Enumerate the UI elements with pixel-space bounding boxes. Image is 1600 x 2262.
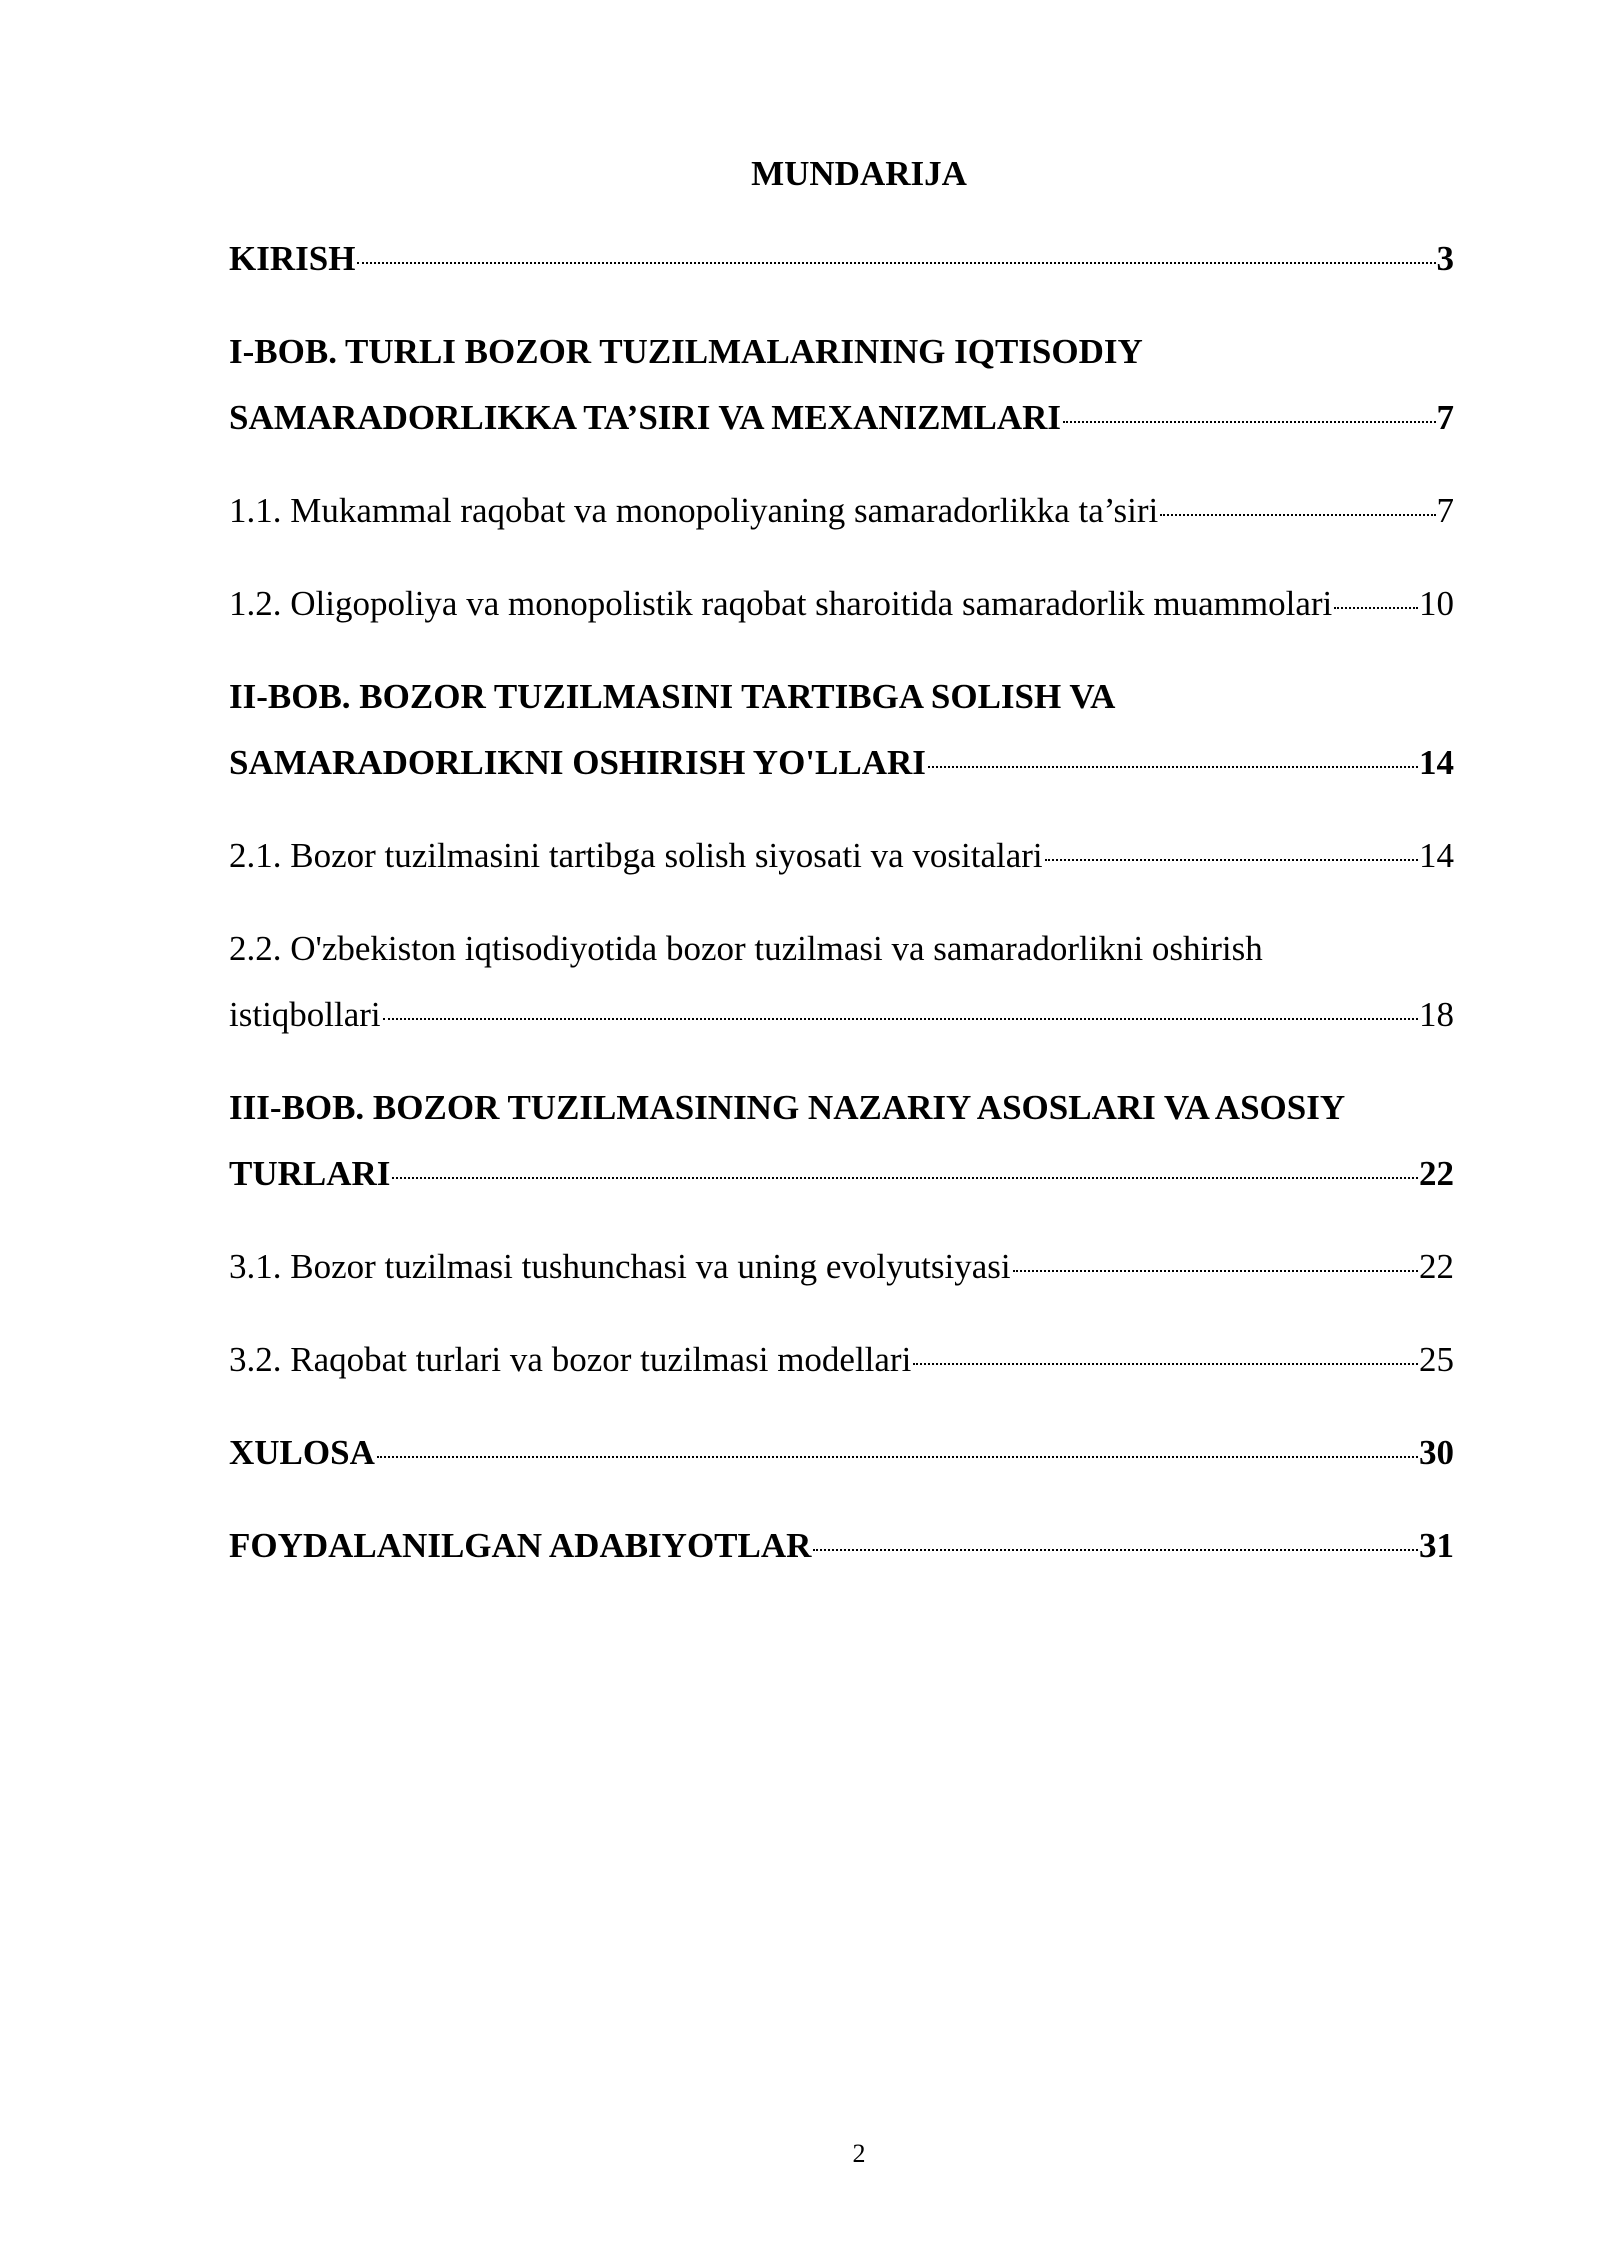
table-of-contents	[229, 226, 1454, 1606]
toc-entry-title: XULOSA	[229, 1433, 375, 1472]
toc-entry-line	[229, 1234, 1454, 1300]
toc-entry-line	[229, 982, 1454, 1048]
toc-entry[interactable]	[229, 823, 1454, 889]
toc-entry-title-line: III-BOB. BOZOR TUZILMASINING NAZARIY ASOSLARI VA ASOSIY	[229, 1088, 1346, 1127]
toc-entry-title-line: I-BOB. TURLI BOZOR TUZILMALARINING IQTISODIY	[229, 332, 1143, 371]
toc-entry-title: 2.1. Bozor tuzilmasini tartibga solish siyosati va vositalari	[229, 836, 1043, 875]
toc-entry-line	[229, 571, 1454, 637]
toc-entry-title: 3.2. Raqobat turlari va bozor tuzilmasi modellari	[229, 1340, 912, 1379]
toc-entry-title: istiqbollari	[229, 995, 381, 1034]
toc-entry-page-number: 14	[1419, 743, 1454, 782]
toc-entry-page-number: 31	[1419, 1526, 1454, 1565]
toc-entry-page-number: 30	[1419, 1433, 1454, 1472]
toc-entry-line	[229, 1420, 1454, 1486]
toc-entry-title: SAMARADORLIKKA TA’SIRI VA MEXANIZMLARI	[229, 398, 1062, 437]
toc-entry-page-number: 22	[1419, 1247, 1454, 1286]
toc-entry-page-number: 10	[1419, 584, 1454, 623]
dot-leader	[392, 1177, 1418, 1179]
toc-entry-title: TURLARI	[229, 1154, 391, 1193]
toc-entry-title: SAMARADORLIKNI OSHIRISH YO'LLARI	[229, 743, 926, 782]
dot-leader	[1160, 514, 1435, 516]
toc-entry[interactable]	[229, 571, 1454, 637]
toc-entry[interactable]	[229, 1420, 1454, 1486]
toc-entry-page-number: 7	[1436, 491, 1454, 530]
toc-entry-line	[229, 478, 1454, 544]
toc-entry-line	[229, 1327, 1454, 1393]
toc-entry[interactable]	[229, 1513, 1454, 1579]
toc-entry-title-line: 2.2. O'zbekiston iqtisodiyotida bozor tuzilmasi va samaradorlikni oshirish	[229, 929, 1263, 968]
dot-leader	[1334, 607, 1418, 609]
toc-entry-page-number: 7	[1436, 398, 1454, 437]
toc-entry[interactable]	[229, 1234, 1454, 1300]
page-number: 2	[852, 2139, 866, 2168]
toc-entry-title: 1.2. Oligopoliya va monopolistik raqobat sharoitida samaradorlik muammolari	[229, 584, 1333, 623]
dot-leader	[928, 766, 1418, 768]
toc-entry-page-number: 22	[1419, 1154, 1454, 1193]
toc-entry-line	[229, 1141, 1454, 1207]
dot-leader	[377, 1456, 1418, 1458]
dot-leader	[1063, 421, 1435, 423]
dot-leader	[813, 1549, 1418, 1551]
toc-entry-line	[229, 1513, 1454, 1579]
toc-entry-page-number: 25	[1419, 1340, 1454, 1379]
toc-entry-line	[229, 385, 1454, 451]
toc-entry[interactable]	[229, 319, 1454, 451]
dot-leader	[357, 262, 1435, 264]
toc-entry-line	[229, 226, 1454, 292]
toc-entry-page-number: 3	[1436, 239, 1454, 278]
toc-entry[interactable]	[229, 478, 1454, 544]
toc-entry-title: FOYDALANILGAN ADABIYOTLAR	[229, 1526, 812, 1565]
toc-entry-page-number: 14	[1419, 836, 1454, 875]
toc-entry[interactable]	[229, 1327, 1454, 1393]
dot-leader	[383, 1018, 1418, 1020]
dot-leader	[1045, 859, 1418, 861]
toc-entry-page-number: 18	[1419, 995, 1454, 1034]
toc-entry[interactable]	[229, 226, 1454, 292]
toc-entry-title: KIRISH	[229, 239, 356, 278]
dot-leader	[913, 1363, 1418, 1365]
toc-entry[interactable]	[229, 916, 1454, 1048]
toc-entry-title: 1.1. Mukammal raqobat va monopoliyaning samaradorlikka ta’siri	[229, 491, 1159, 530]
toc-entry-title-line: II-BOB. BOZOR TUZILMASINI TARTIBGA SOLISH VA	[229, 677, 1116, 716]
toc-entry-line	[229, 823, 1454, 889]
dot-leader	[1013, 1270, 1418, 1272]
toc-entry[interactable]	[229, 1075, 1454, 1207]
toc-entry[interactable]	[229, 664, 1454, 796]
toc-entry-title: 3.1. Bozor tuzilmasi tushunchasi va uning evolyutsiyasi	[229, 1247, 1011, 1286]
toc-entry-line	[229, 730, 1454, 796]
document-title: MUNDARIJA	[751, 154, 967, 193]
